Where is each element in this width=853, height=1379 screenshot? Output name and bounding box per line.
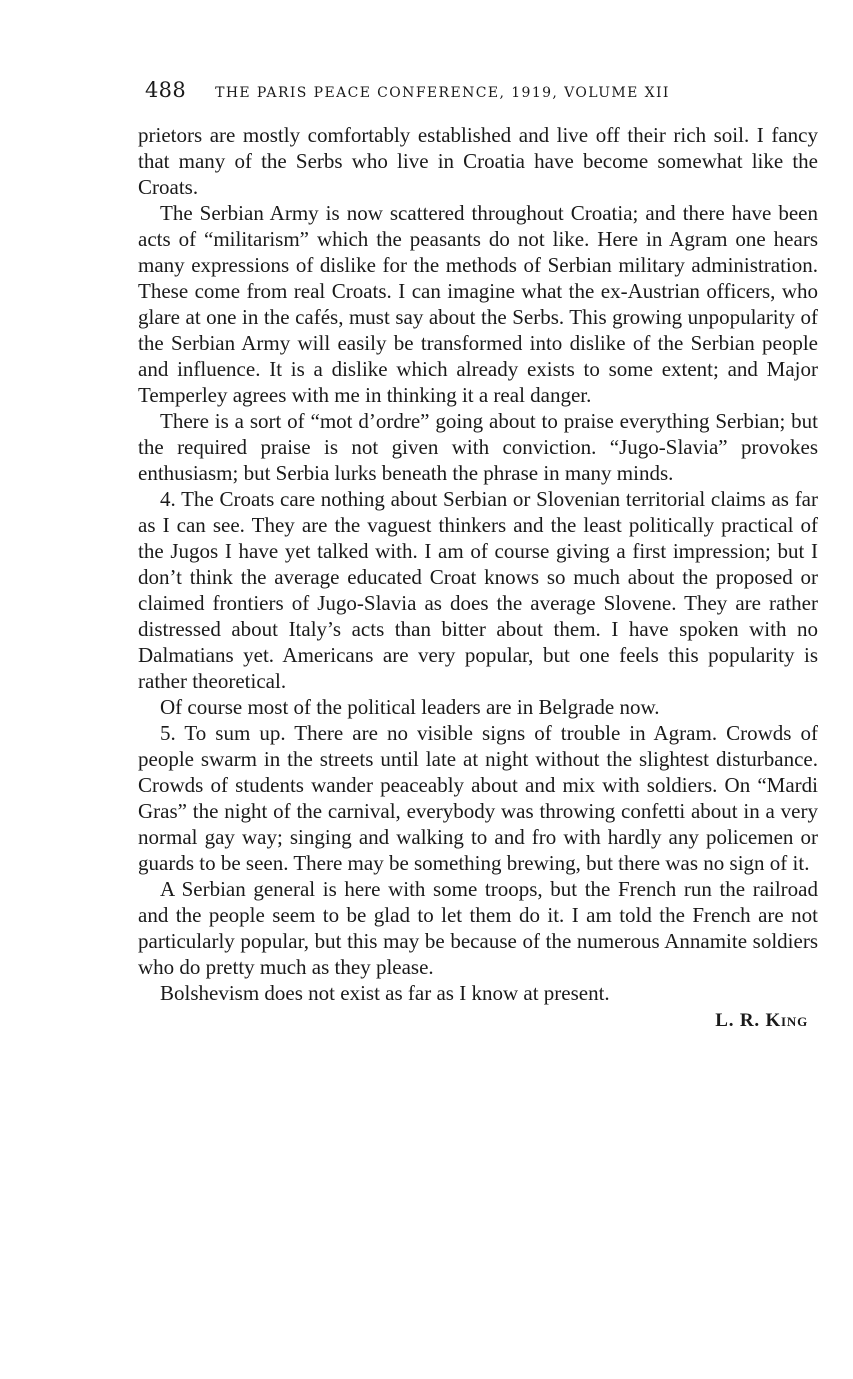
- paragraph-serbian-army: The Serbian Army is now scattered throughout Croatia; and there have been acts of “militarism” which the peasants do not like. Here in Agram one hears many expressions of dislike for the methods of Serbian military administration. These come from real Croats. I can imagine what the ex-Austrian officers, who glare at one in the cafés, must say about the Serbs. This growing unpopularity of the Serbian Army will easily be transformed into dislike of the Serbian people and influence. It is a dislike which already exists to some extent; and Major Temperley agrees with me in thinking it a real danger.: [138, 201, 818, 407]
- paragraph-political-leaders: Of course most of the political leaders are in Belgrade now.: [160, 695, 660, 719]
- running-title: THE PARIS PEACE CONFERENCE, 1919, VOLUME XII: [215, 85, 670, 101]
- paragraph-mot-dordre: There is a sort of “mot d’ordre” going about to praise everything Serbian; but the required praise is not given with conviction. “Jugo-Slavia” provokes enthusiasm; but Serbia lurks beneath the phrase in many minds.: [138, 409, 818, 485]
- signature: L. R. King: [715, 1010, 808, 1031]
- paragraph-bolshevism: Bolshevism does not exist as far as I know at present.: [160, 981, 610, 1005]
- running-head: [145, 78, 815, 108]
- page-number: 488: [145, 78, 186, 102]
- paragraph-continuation: prietors are mostly comfortably established and live off their rich soil. I fancy that many of the Serbs who live in Croatia have become somewhat like the Croats.: [138, 123, 818, 199]
- body-text: [138, 122, 818, 1034]
- paragraph-serbian-general: A Serbian general is here with some troops, but the French run the railroad and the people seem to be glad to let them do it. I am told the French are not particularly popular, but this may be because of the numerous Annamite soldiers who do pretty much as they please.: [138, 877, 818, 979]
- paragraph-point-5: 5. To sum up. There are no visible signs of trouble in Agram. Crowds of people swarm in the streets until late at night without the slightest disturbance. Crowds of students wander peaceably about and mix with soldiers. On “Mardi Gras” the night of the carnival, everybody was throwing confetti about in a very normal gay way; singing and walking to and fro with hardly any policemen or guards to be seen. There may be something brewing, but there was no sign of it.: [138, 721, 818, 875]
- paragraph-point-4: 4. The Croats care nothing about Serbian or Slovenian territorial claims as far as I can see. They are the vaguest thinkers and the least politically practical of the Jugos I have yet talked with. I am of course giving a first impression; but I don’t think the average educated Croat knows so much about the proposed or claimed frontiers of Jugo-Slavia as does the average Slovene. They are rather distressed about Italy’s acts than bitter about them. I have spoken with no Dalmatians yet. Americans are very popular, but one feels this popularity is rather theoretical.: [138, 487, 818, 693]
